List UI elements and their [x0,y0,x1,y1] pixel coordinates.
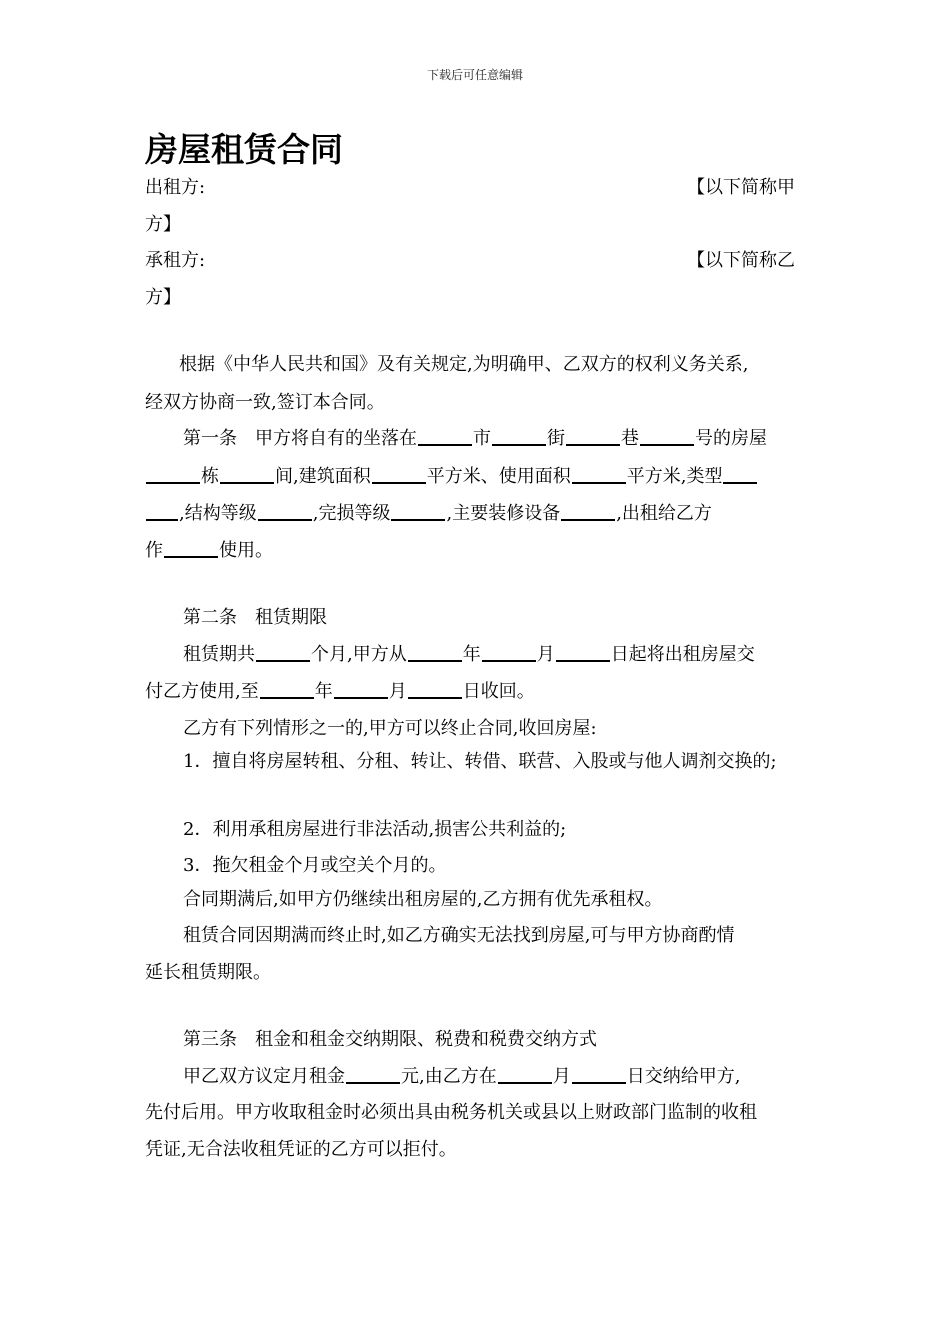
article1-text: 作 [145,540,163,561]
lessee-note-cont: 方】 [145,287,181,308]
termination-item-3: 3．拖欠租金个月或空关个月的。 [183,855,447,876]
blank-field [640,426,694,446]
blank-field [220,464,274,484]
header-note: 下载后可任意编辑 [426,68,523,82]
lessor-note-cont: 方】 [145,214,181,235]
article3-heading: 第三条 租金和租金交纳期限、税费和税费交纳方式 [183,1029,597,1050]
article1-line-2 [145,464,758,490]
blank-field [391,501,445,521]
blank-field [334,679,388,699]
blank-field [566,426,620,446]
article2-text: 月 [536,644,555,665]
article1-text: ,主要装修设备 [446,503,561,524]
document-title: 房屋租赁合同 [145,130,343,169]
article1-text: 巷 [621,428,639,449]
article2-line-2 [145,679,535,705]
renewal-clause: 合同期满后,如甲方仍继续出租房屋的,乙方拥有优先承租权。 [183,889,663,910]
article3-text: 元,由乙方在 [401,1066,497,1087]
lessee-label: 承租方: [145,250,206,271]
article1-text: ,完损等级 [312,503,391,524]
article3-text: 日交纳给甲方, [626,1066,741,1087]
article1-text: 栋 [201,466,219,487]
blank-field [164,538,218,558]
article1-text: 街 [547,428,565,449]
blank-field [146,464,200,484]
article1-line-3 [145,501,712,527]
article1-text: 号的房屋 [695,428,767,449]
blank-field [492,426,546,446]
intro-line-2: 经双方协商一致,签订本合同。 [145,392,385,413]
article2-text: 日起将出租房屋交 [610,644,755,665]
blank-field [723,464,757,484]
lessor-label: 出租方: [145,177,206,198]
article2-text: 付乙方使用,至 [145,681,259,702]
article2-text: 日收回。 [462,681,535,702]
article3-line-1 [183,1064,740,1090]
blank-field [258,501,312,521]
lessor-note: 【以下简称甲 [687,177,795,198]
article3-line-2: 先付后用。甲方收取租金时必须出具由税务机关或县以上财政部门监制的收租 [145,1102,757,1123]
article2-heading: 第二条 租赁期限 [183,607,327,628]
article2-text: 租赁期共 [183,644,255,665]
article1-line-4 [145,538,273,564]
article2-text: 月 [388,681,407,702]
article1-text: 间,建筑面积 [275,466,371,487]
termination-item-1: 1．擅自将房屋转租、分租、转让、转借、联营、入股或与他人调剂交换的; [183,751,777,772]
article1-text: ,出租给乙方 [616,503,712,524]
article1-text: 使用。 [219,540,273,561]
article3-line-3: 凭证,无合法收租凭证的乙方可以拒付。 [145,1139,457,1160]
article1-text: 市 [473,428,491,449]
extension-line-2: 延长租赁期限。 [145,962,271,983]
article2-text: 个月,甲方从 [311,644,407,665]
article1-line-1 [183,426,767,452]
termination-intro: 乙方有下列情形之一的,甲方可以终止合同,收回房屋: [183,718,597,739]
article3-text: 月 [552,1066,571,1087]
intro-line-1: 根据《中华人民共和国》及有关规定,为明确甲、乙双方的权利义务关系, [179,354,749,375]
article1-text: 第一条 甲方将自有的坐落在 [183,428,417,449]
blank-field [146,501,178,521]
article1-text: 平方米,类型 [626,466,723,487]
article2-line-1 [183,642,755,668]
blank-field [572,1064,626,1084]
article3-text: 甲乙双方议定月租金 [183,1066,345,1087]
blank-field [556,642,610,662]
blank-field [256,642,310,662]
extension-line-1: 租赁合同因期满而终止时,如乙方确实无法找到房屋,可与甲方协商酌情 [183,925,735,946]
blank-field [260,679,314,699]
article1-text: 平方米、使用面积 [426,466,571,487]
blank-field [498,1064,552,1084]
blank-field [572,464,626,484]
blank-field [482,642,536,662]
blank-field [418,426,472,446]
blank-field [346,1064,400,1084]
lessee-note: 【以下简称乙 [687,250,795,271]
blank-field [408,642,462,662]
article2-text: 年 [462,644,481,665]
blank-field [561,501,615,521]
blank-field [408,679,462,699]
article1-text: ,结构等级 [179,503,257,524]
blank-field [372,464,426,484]
article2-text: 年 [314,681,333,702]
termination-item-2: 2．利用承租房屋进行非法活动,损害公共利益的; [183,819,567,840]
